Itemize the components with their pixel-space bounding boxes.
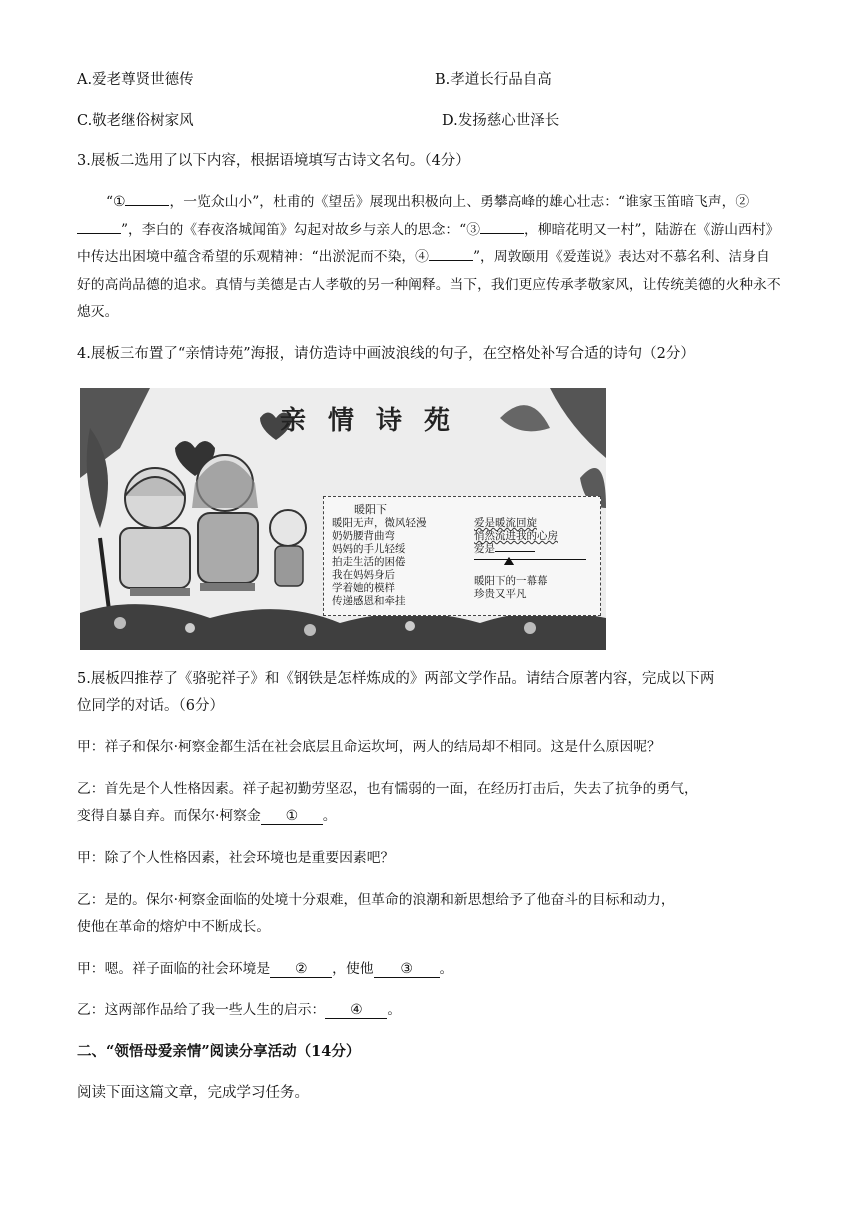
poem-line: 拍走生活的困倦 (332, 556, 406, 568)
poem-line: 我在妈妈身后 (332, 569, 395, 581)
dialogue-4-line-2: 使他在革命的熔炉中不断成长。 (77, 919, 271, 935)
dialogue-6: 乙：这两部作品给了我一些人生的启示： ④ 。 (77, 1002, 402, 1018)
poster-title: 亲情诗苑 (280, 406, 473, 436)
poem-box (323, 496, 601, 616)
q3-blank-1[interactable] (125, 205, 169, 206)
poster-image (80, 388, 606, 650)
triangle-icon (504, 557, 514, 565)
dialogue-4-line-1: 乙：是的。保尔·柯察金面临的处境十分艰难，但革命的浪潮和新思想给予了他奋斗的目标和动力， (77, 892, 675, 908)
option-d: D.发扬慈心世泽长 (442, 113, 560, 129)
poem-line: 暖阳下的一幕幕 (474, 575, 548, 587)
q3-text-3: ”，李白的《春夜洛城闻笛》勾起对故乡与亲人的思念：“③ (121, 221, 481, 238)
q5-blank-1[interactable]: ① (261, 808, 323, 825)
q3-blank-3[interactable] (480, 233, 524, 234)
dialogue-2-line-1: 乙：首先是个人性格因素。祥子起初勤劳坚忍，也有懦弱的一面，在经历打击后，失去了抗争的勇气， (77, 781, 698, 797)
q3-blank-2[interactable] (77, 233, 121, 234)
poem-line: 奶奶腰背曲弯 (332, 530, 395, 542)
poem-line: 妈妈的手儿轻绥 (332, 543, 406, 555)
q5-blank-4[interactable]: ④ (325, 1002, 387, 1019)
q3-text-4: ，柳暗花明又一村”，陆游在《游山西村》中传达出困境中蕴含希望的乐观精神：“出淤泥而不染，④ (77, 221, 780, 265)
option-b: B.孝道长行品自高 (435, 72, 552, 88)
question-5-title-line-1: 5.展板四推荐了《骆驼祥子》和《钢铁是怎样炼成的》两部文学作品。请结合原著内容，完成以下两 (77, 671, 715, 687)
poem-line: 珍贵又平凡 (474, 588, 527, 600)
question-3-passage (77, 189, 782, 327)
poem-title: 暖阳下 (354, 503, 387, 516)
poem-wavy-line: 爱是暖流回旋 (474, 517, 537, 529)
q5-blank-3[interactable]: ③ (374, 961, 440, 978)
q3-text-1: “① (106, 194, 126, 210)
option-c: C.敬老继俗树家风 (77, 113, 194, 129)
poem-right-column (474, 517, 558, 601)
poem-wavy-line: 悄然流进我的心房 (474, 530, 558, 542)
q3-text-5: ”，周敦颐用《爱莲说》表达对不慕名利、洁身自好的高尚品德的追求。真情与美德是古人孝敬的另一种阐释。当下，我们更应传承孝敬家风，让传统美德的火种永不熄灭。 (77, 249, 781, 320)
question-3-title: 3.展板二选用了以下内容，根据语境填写古诗文名句。（4分） (77, 153, 470, 169)
poem-left-column (332, 517, 427, 608)
dialogue-3: 甲：除了个人性格因素，社会环境也是重要因素吧？ (77, 850, 395, 866)
question-5-title-line-2: 位同学的对话。（6分） (77, 698, 224, 714)
dialogue-5: 甲：嗯。祥子面临的社会环境是 ② ，使他 ③ 。 (77, 961, 454, 977)
poem-line: 传递感恩和牵挂 (332, 595, 406, 607)
q5-blank-2[interactable]: ② (270, 961, 332, 978)
poem-line: 暖阳无声，微风轻漫 (332, 517, 427, 529)
q3-blank-4[interactable] (429, 260, 473, 261)
dialogue-2-line-2: 变得自暴自弃。而保尔·柯察金 ① 。 (77, 808, 337, 824)
option-a: A.爱老尊贤世德传 (77, 72, 194, 88)
poem-line: 学着她的模样 (332, 582, 395, 594)
section-2-instruction: 阅读下面这篇文章，完成学习任务。 (77, 1085, 309, 1101)
section-2-heading: 二、“领悟母爱亲情”阅读分享活动（14分） (77, 1043, 361, 1060)
poem-blank-line-2[interactable] (474, 569, 558, 575)
poem-blank-line: 爱是 (474, 543, 558, 556)
q3-text-2: ，一览众山小”，杜甫的《望岳》展现出积极向上、勇攀高峰的雄心壮志：“谁家玉笛暗飞声，② (169, 194, 750, 210)
poem-blank-markers[interactable] (474, 556, 558, 569)
dialogue-1: 甲：祥子和保尔·柯察金都生活在社会底层且命运坎坷，两人的结局却不相同。这是什么原因呢？ (77, 739, 661, 755)
question-4-title: 4.展板三布置了“亲情诗苑”海报，请仿造诗中画波浪线的句子，在空格处补写合适的诗句（2分） (77, 346, 695, 362)
